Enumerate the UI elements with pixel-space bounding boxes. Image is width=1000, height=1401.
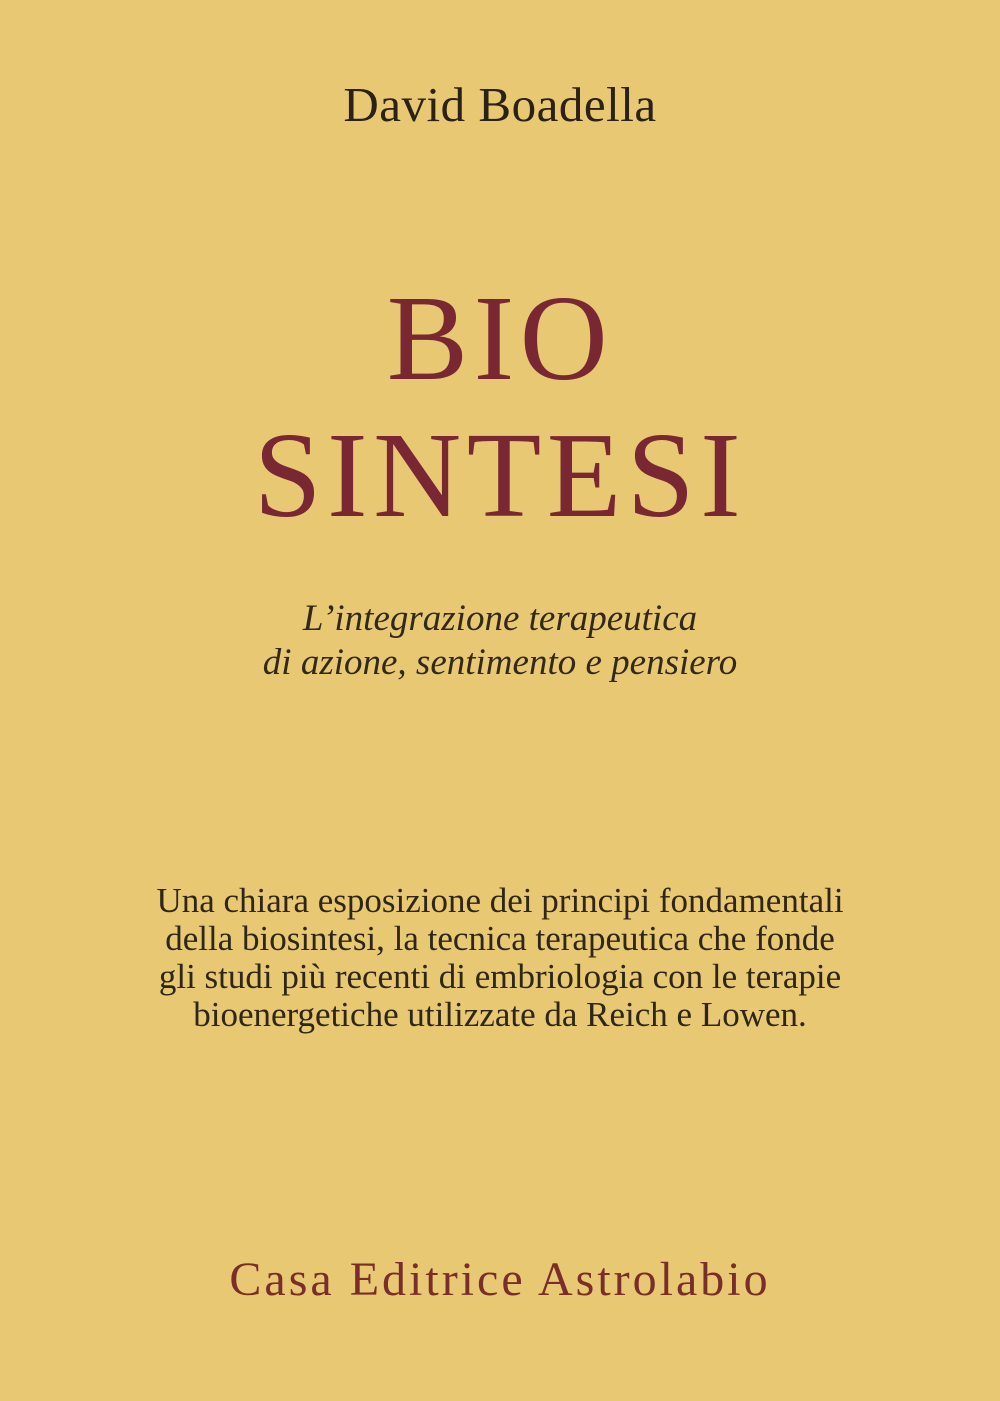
subtitle bbox=[0, 597, 1000, 685]
blurb-line-3: gli studi più recenti di embriologia con le terapie bbox=[158, 957, 842, 996]
publisher-name: Casa Editrice Astrolabio bbox=[229, 1253, 771, 1306]
blurb-line-4: bioenergetiche utilizzate da Reich e Lowen. bbox=[193, 995, 807, 1034]
blurb-line-1: Una chiara esposizione dei principi fondamentali bbox=[156, 881, 844, 920]
back-cover-blurb bbox=[0, 882, 1000, 1034]
subtitle-line-1: L’integrazione terapeutica bbox=[302, 598, 698, 639]
author-name: David Boadella bbox=[343, 77, 657, 132]
title-line-1: BIO bbox=[386, 271, 614, 406]
blurb-line-2: della biosintesi, la tecnica terapeutica che fonde bbox=[165, 919, 835, 958]
title-line-2: SINTESI bbox=[253, 408, 747, 543]
book-title bbox=[0, 270, 1000, 544]
subtitle-line-2: di azione, sentimento e pensiero bbox=[262, 642, 738, 683]
